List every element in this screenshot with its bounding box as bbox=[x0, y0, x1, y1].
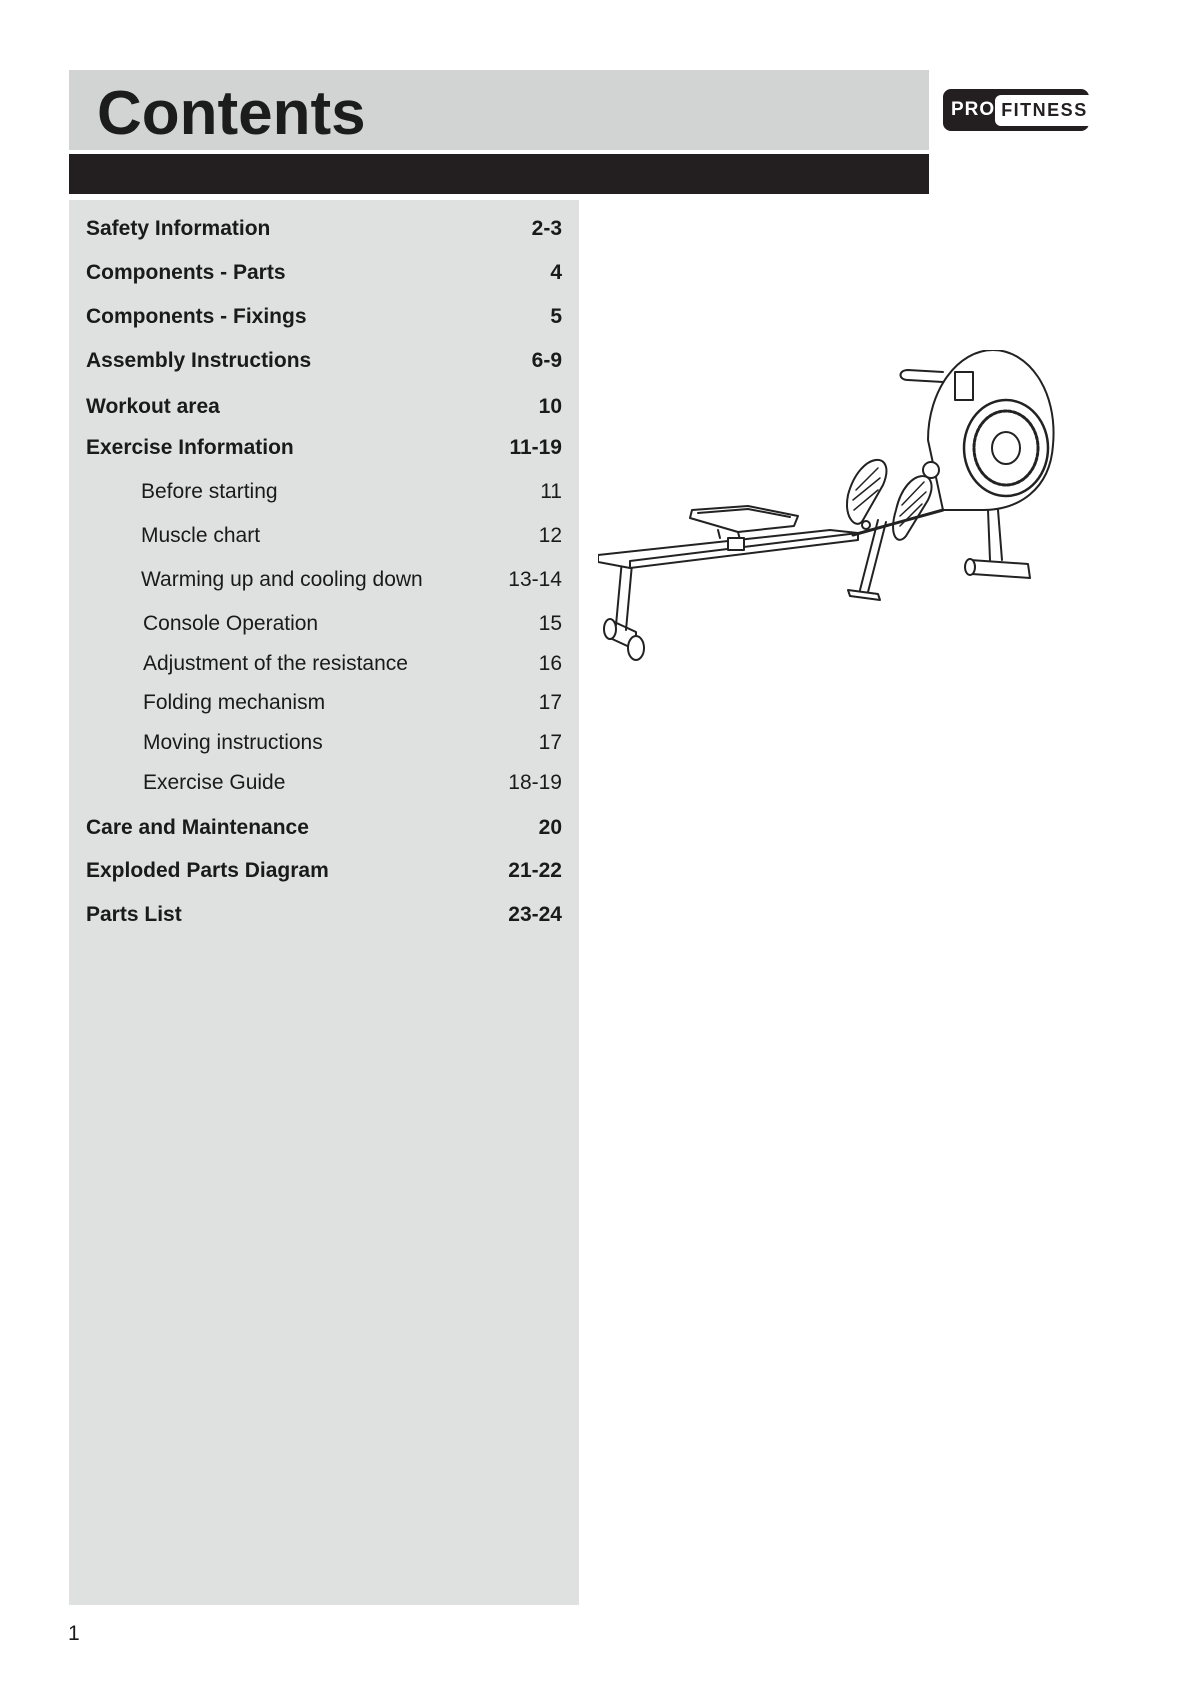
toc-entry-page: 4 bbox=[550, 261, 562, 284]
toc-entry-page: 11-19 bbox=[509, 436, 562, 459]
page-title: Contents bbox=[97, 79, 366, 148]
toc-subentry[interactable] bbox=[86, 731, 562, 755]
toc-entry-page: 18-19 bbox=[508, 771, 562, 794]
toc-entry-page: 23-24 bbox=[508, 903, 562, 926]
toc-entry[interactable] bbox=[86, 349, 562, 373]
toc-entry[interactable] bbox=[86, 859, 562, 883]
toc-entry-label: Moving instructions bbox=[143, 731, 323, 754]
toc-entry-label: Folding mechanism bbox=[143, 691, 326, 714]
rowing-machine-illustration bbox=[598, 350, 1098, 670]
pro-fitness-logo bbox=[943, 89, 1089, 131]
toc-entry-page: 10 bbox=[538, 395, 562, 418]
toc-entry-page: 16 bbox=[538, 652, 562, 675]
logo-pro-text: PRO bbox=[951, 99, 996, 120]
toc-entry[interactable] bbox=[86, 261, 562, 285]
toc-entry[interactable] bbox=[86, 217, 562, 241]
toc-entry-label: Muscle chart bbox=[141, 524, 261, 547]
table-of-contents bbox=[69, 200, 579, 1605]
toc-entry[interactable] bbox=[86, 395, 562, 419]
toc-entry-page: 11 bbox=[540, 480, 562, 503]
toc-entry[interactable] bbox=[86, 816, 562, 840]
toc-entry-label: Assembly Instructions bbox=[86, 349, 312, 372]
toc-entry-label: Components - Parts bbox=[86, 261, 286, 284]
toc-entry-label: Warming up and cooling down bbox=[141, 568, 423, 591]
logo-fitness-text: FITNESS bbox=[995, 95, 1094, 126]
toc-entry-page: 15 bbox=[538, 612, 562, 635]
toc-entry-label: Parts List bbox=[86, 903, 182, 926]
toc-entry-label: Care and Maintenance bbox=[86, 816, 309, 839]
toc-entry-page: 17 bbox=[538, 691, 562, 714]
toc-subentry[interactable] bbox=[86, 652, 562, 676]
toc-entry-page: 17 bbox=[538, 731, 562, 754]
page-number: 1 bbox=[68, 1622, 80, 1645]
toc-entry-page: 21-22 bbox=[508, 859, 562, 882]
toc-entry[interactable] bbox=[86, 436, 562, 460]
toc-entry[interactable] bbox=[86, 903, 562, 927]
toc-subentry[interactable] bbox=[86, 691, 562, 715]
toc-entry-page: 13-14 bbox=[508, 568, 562, 591]
toc-subentry[interactable] bbox=[86, 771, 562, 795]
toc-entry-page: 20 bbox=[538, 816, 562, 839]
toc-entry-label: Safety Information bbox=[86, 217, 271, 240]
toc-entry-page: 2-3 bbox=[531, 217, 562, 240]
toc-subentry[interactable] bbox=[86, 480, 562, 504]
toc-entry-label: Workout area bbox=[86, 395, 220, 418]
toc-entry-label: Components - Fixings bbox=[86, 305, 307, 328]
header-bar bbox=[69, 154, 929, 194]
toc-entry-page: 6-9 bbox=[531, 349, 562, 372]
toc-entry-label: Adjustment of the resistance bbox=[143, 652, 408, 675]
toc-subentry[interactable] bbox=[86, 524, 562, 548]
toc-entry-label: Exercise Guide bbox=[143, 771, 286, 794]
title-band bbox=[69, 70, 929, 150]
toc-entry-label: Console Operation bbox=[143, 612, 319, 635]
toc-subentry[interactable] bbox=[86, 568, 562, 592]
toc-entry[interactable] bbox=[86, 305, 562, 329]
toc-entry-label: Exercise Information bbox=[86, 436, 294, 459]
toc-subentry[interactable] bbox=[86, 612, 562, 636]
toc-entry-label: Exploded Parts Diagram bbox=[86, 859, 329, 882]
toc-entry-page: 12 bbox=[538, 524, 562, 547]
toc-entry-page: 5 bbox=[550, 305, 562, 328]
toc-entry-label: Before starting bbox=[141, 480, 278, 503]
